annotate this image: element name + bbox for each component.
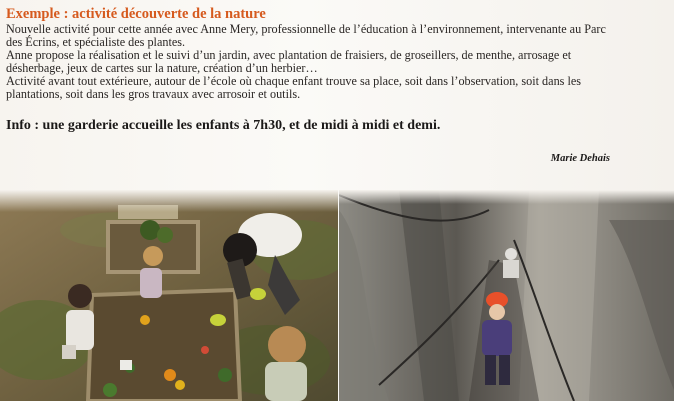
photo-strip [0,190,674,401]
paragraph: Activité avant tout extérieure, autour de l’école où chaque enfant trouve sa place, soit dans l’observation, soit dans les plantations, soit dans les gros travaux avec arrosoir et outils. [6,74,581,102]
article-title: Exemple : activité découverte de la nature [6,6,266,22]
paragraph: Anne propose la réalisation et le suivi d’un jardin, avec plantation de fraisiers, de groseillers, de menthe, arrosage et désherbage, jeux de cartes sur la nature, création d’un herbier… [6,48,572,76]
garden-photo [0,190,338,401]
paragraph: Nouvelle activité pour cette année avec Anne Mery, professionnelle de l’éducation à l’environnement, intervenante au Parc des Écrins, et spécialiste des plantes. [6,22,606,50]
article-body [6,23,610,102]
info-line: Info : une garderie accueille les enfants à 7h30, et de midi à midi et demi. [6,118,441,133]
bridge-photo [339,190,674,401]
author-signature: Marie Dehais [550,153,610,164]
